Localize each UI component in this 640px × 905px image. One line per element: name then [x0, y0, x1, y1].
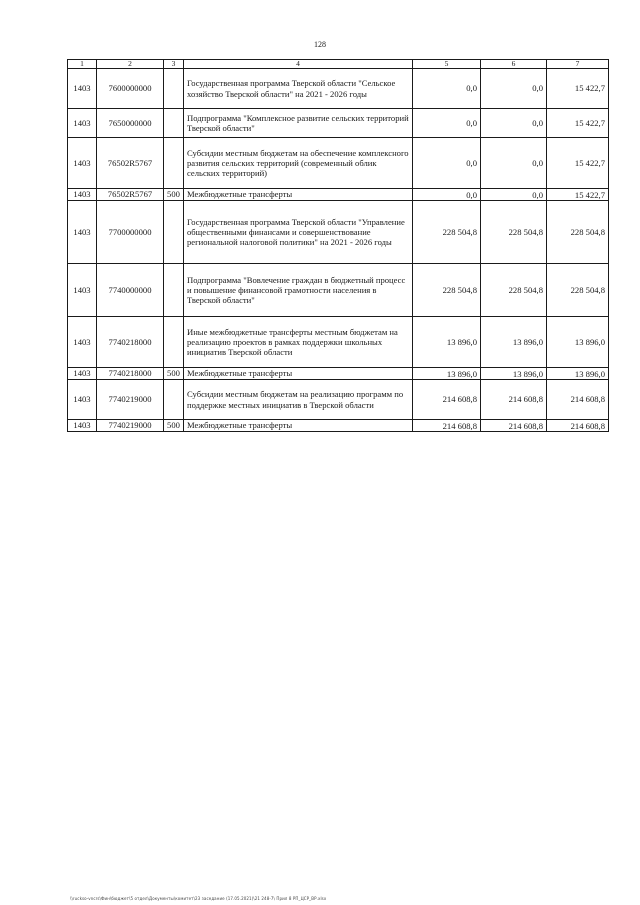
amount-cell: 228 504,8 [547, 201, 609, 264]
expense-type-cell [164, 317, 184, 368]
table-row [68, 109, 609, 138]
budget-table [67, 59, 609, 432]
amount-cell: 228 504,8 [481, 264, 547, 317]
table-row [68, 420, 609, 432]
amount-cell: 0,0 [481, 69, 547, 109]
amount-cell: 214 608,8 [481, 420, 547, 432]
amount-cell: 228 504,8 [547, 264, 609, 317]
section-code-cell: 1403 [68, 317, 97, 368]
amount-cell: 0,0 [413, 189, 481, 201]
amount-cell: 214 608,8 [547, 420, 609, 432]
page-number: 128 [314, 40, 326, 49]
target-article-cell: 7650000000 [97, 109, 164, 138]
target-article-cell: 7740219000 [97, 420, 164, 432]
amount-cell: 228 504,8 [481, 201, 547, 264]
amount-cell: 13 896,0 [481, 368, 547, 380]
amount-cell: 228 504,8 [413, 201, 481, 264]
table-row [68, 69, 609, 109]
amount-cell: 13 896,0 [413, 368, 481, 380]
target-article-cell: 7740218000 [97, 317, 164, 368]
amount-cell: 0,0 [481, 189, 547, 201]
item-name-cell: Межбюджетные трансферты [184, 368, 413, 380]
table-row [68, 138, 609, 189]
table-header-row [68, 60, 609, 69]
expense-type-cell: 500 [164, 368, 184, 380]
target-article-cell: 7600000000 [97, 69, 164, 109]
expense-type-cell: 500 [164, 420, 184, 432]
amount-cell: 214 608,8 [481, 380, 547, 420]
table-row [68, 317, 609, 368]
item-name-cell: Подпрограмма "Комплексное развитие сельских территорий Тверской области" [184, 109, 413, 138]
item-name-cell: Межбюджетные трансферты [184, 420, 413, 432]
table-row [68, 201, 609, 264]
expense-type-cell [164, 138, 184, 189]
expense-type-cell [164, 201, 184, 264]
target-article-cell: 76502R5767 [97, 189, 164, 201]
section-code-cell: 1403 [68, 420, 97, 432]
expense-type-cell [164, 264, 184, 317]
amount-cell: 13 896,0 [413, 317, 481, 368]
section-code-cell: 1403 [68, 109, 97, 138]
amount-cell: 0,0 [413, 69, 481, 109]
expense-type-cell [164, 380, 184, 420]
amount-cell: 0,0 [481, 109, 547, 138]
column-header: 1 [68, 60, 97, 69]
section-code-cell: 1403 [68, 380, 97, 420]
column-header: 7 [547, 60, 609, 69]
amount-cell: 13 896,0 [547, 368, 609, 380]
target-article-cell: 76502R5767 [97, 138, 164, 189]
item-name-cell: Подпрограмма "Вовлечение граждан в бюджетный процесс и повышение финансовой грамотности населения в Тверской области" [184, 264, 413, 317]
target-article-cell: 7740000000 [97, 264, 164, 317]
footer-file-path: \\ruckso-vncrs\Фин\бюджет\5 отдел\Документы\комитет\23 заседание (17.05.2021)\21 248-7\ Прил 8 РП_ЦСР_ВР.xlsx [70, 896, 327, 901]
amount-cell: 0,0 [481, 138, 547, 189]
table-row [68, 368, 609, 380]
amount-cell: 15 422,7 [547, 189, 609, 201]
expense-type-cell: 500 [164, 189, 184, 201]
item-name-cell: Межбюджетные трансферты [184, 189, 413, 201]
section-code-cell: 1403 [68, 264, 97, 317]
amount-cell: 15 422,7 [547, 69, 609, 109]
section-code-cell: 1403 [68, 69, 97, 109]
amount-cell: 214 608,8 [413, 380, 481, 420]
item-name-cell: Иные межбюджетные трансферты местным бюджетам на реализацию проектов в рамках поддержки школьных инициатив Тверской области [184, 317, 413, 368]
section-code-cell: 1403 [68, 138, 97, 189]
section-code-cell: 1403 [68, 201, 97, 264]
amount-cell: 214 608,8 [413, 420, 481, 432]
column-header: 3 [164, 60, 184, 69]
column-header: 2 [97, 60, 164, 69]
item-name-cell: Государственная программа Тверской области "Сельское хозяйство Тверской области" на 2021 - 2026 годы [184, 69, 413, 109]
table-row [68, 264, 609, 317]
expense-type-cell [164, 69, 184, 109]
amount-cell: 0,0 [413, 109, 481, 138]
item-name-cell: Государственная программа Тверской области "Управление общественными финансами и совершенствование региональной налоговой политики" на 2021 - 2026 годы [184, 201, 413, 264]
target-article-cell: 7740219000 [97, 380, 164, 420]
item-name-cell: Субсидии местным бюджетам на реализацию программ по поддержке местных инициатив в Тверской области [184, 380, 413, 420]
target-article-cell: 7740218000 [97, 368, 164, 380]
target-article-cell: 7700000000 [97, 201, 164, 264]
amount-cell: 214 608,8 [547, 380, 609, 420]
amount-cell: 13 896,0 [547, 317, 609, 368]
section-code-cell: 1403 [68, 189, 97, 201]
amount-cell: 15 422,7 [547, 138, 609, 189]
section-code-cell: 1403 [68, 368, 97, 380]
amount-cell: 0,0 [413, 138, 481, 189]
amount-cell: 15 422,7 [547, 109, 609, 138]
amount-cell: 13 896,0 [481, 317, 547, 368]
expense-type-cell [164, 109, 184, 138]
column-header: 5 [413, 60, 481, 69]
table-row [68, 380, 609, 420]
column-header: 6 [481, 60, 547, 69]
item-name-cell: Субсидии местным бюджетам на обеспечение комплексного развития сельских территорий (современный облик сельских территорий) [184, 138, 413, 189]
amount-cell: 228 504,8 [413, 264, 481, 317]
column-header: 4 [184, 60, 413, 69]
table-row [68, 189, 609, 201]
